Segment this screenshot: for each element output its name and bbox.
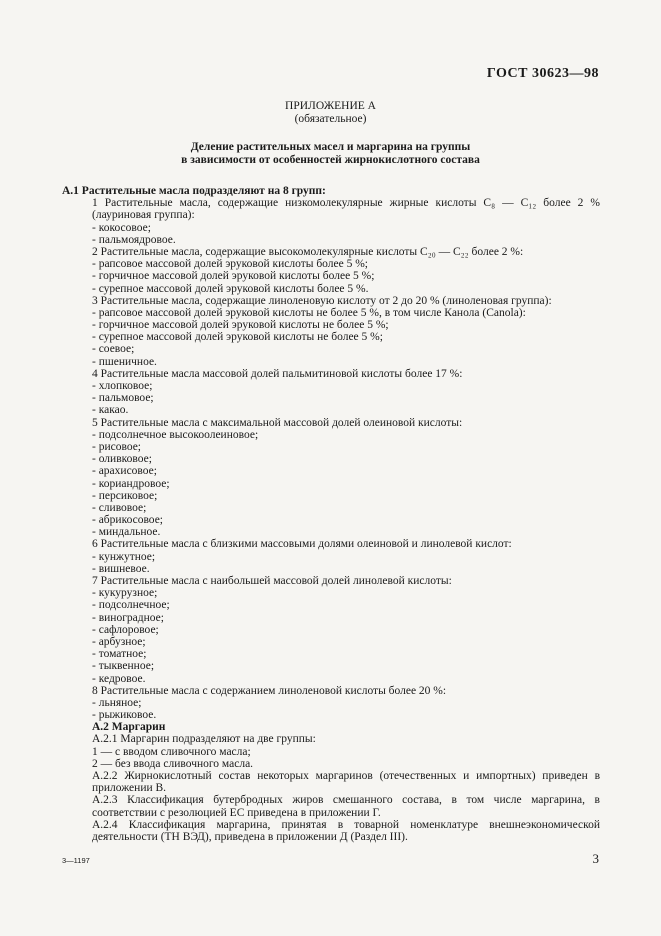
print-code: 3—1197 xyxy=(62,856,90,865)
list-item: - кунжутное; xyxy=(92,550,156,563)
standard-number: ГОСТ 30623—98 xyxy=(486,66,599,81)
paragraph-line: А.2.3 Классификация бутербродных жиров смешанного состава, в том числе маргарина, в соответствии с резолюцией ЕС приведена в приложении Г. xyxy=(92,794,600,819)
list-item: - тыквенное; xyxy=(92,660,155,673)
paragraph-line: А.2.2 Жирнокислотный состав некоторых маргаринов (отечественных и импортных) приведен в приложении В. xyxy=(92,770,600,795)
paragraph-line: А.2.4 Классификация маргарина, принятая в товарной номенклатуре внешнеэкономической деятельности (ТН ВЭД), приведена в приложении Д (Раздел III). xyxy=(92,818,600,843)
list-item: - хлопковое; xyxy=(92,380,153,393)
document-body xyxy=(62,185,600,843)
page-number: 3 xyxy=(592,851,599,866)
list-item: - кукурузное; xyxy=(92,587,158,600)
list-item: - миндальное. xyxy=(92,526,161,539)
paragraph-line: 8 Растительные масла с содержанием линоленовой кислоты более 20 %: xyxy=(92,684,447,697)
list-item: - сафлоровое; xyxy=(92,623,159,636)
paragraph-line: 2 — без ввода сливочного масла. xyxy=(92,757,254,770)
list-item: - персиковое; xyxy=(92,489,158,502)
heading-line-2: в зависимости от особенностей жирнокислотного состава xyxy=(181,154,480,166)
paragraph-line: 4 Растительные масла массовой долей пальмитиновой кислоты более 17 %: xyxy=(92,367,463,380)
list-item: - кедровое. xyxy=(92,672,146,685)
list-item: - рапсовое массовой долей эруковой кислоты более 5 %; xyxy=(92,258,368,271)
list-item: - сливовое; xyxy=(92,501,147,514)
list-item: - пальмовое; xyxy=(92,392,154,405)
paragraph-line: 1 Растительные масла, содержащие низкомолекулярные жирные кислоты C₈ — C₁₂ более 2 % (лауриновая группа): xyxy=(92,197,600,222)
paragraph-line: 3 Растительные масла, содержащие линоленовую кислоту от 2 до 20 % (линоленовая группа): xyxy=(92,294,552,307)
list-item: - абрикосовое; xyxy=(92,514,163,527)
list-item: - сурепное массовой долей эруковой кислоты не более 5 %; xyxy=(92,331,383,344)
list-item: - рапсовое массовой долей эруковой кислоты не более 5 %, в том числе Канола (Canola): xyxy=(92,306,526,319)
list-item: - какао. xyxy=(92,404,129,417)
list-item: - подсолнечное; xyxy=(92,599,170,612)
paragraph-line: 5 Растительные масла с максимальной массовой долей олеиновой кислоты: xyxy=(92,416,463,429)
paragraph-line: А.1 Растительные масла подразделяют на 8 групп: xyxy=(62,185,326,197)
paragraph-line: А.2 Маргарин xyxy=(92,721,166,734)
list-item: - сурепное массовой долей эруковой кислоты более 5 %. xyxy=(92,282,369,295)
list-item: - подсолнечное высокоолеиновое; xyxy=(92,428,259,441)
list-item: - пшеничное. xyxy=(92,355,157,368)
appendix-title: ПРИЛОЖЕНИЕ А xyxy=(285,100,376,112)
list-item: - рыжиковое. xyxy=(92,709,157,722)
paragraph-line: 1 — с вводом сливочного масла; xyxy=(92,745,251,758)
list-item: - рисовое; xyxy=(92,440,142,453)
list-item: - кокосовое; xyxy=(92,221,151,234)
list-item: - льняное; xyxy=(92,696,142,709)
list-item: - арахисовое; xyxy=(92,465,157,478)
appendix-header xyxy=(0,100,661,126)
appendix-status: (обязательное) xyxy=(294,113,367,125)
paragraph-line: 6 Растительные масла с близкими массовыми долями олеиновой и линолевой кислот: xyxy=(92,538,512,551)
paragraph-line: А.2.1 Маргарин подразделяют на две группы: xyxy=(92,733,316,746)
list-item: - томатное; xyxy=(92,648,147,661)
paragraph-line: 7 Растительные масла с наибольшей массовой долей линолевой кислоты: xyxy=(92,575,452,588)
list-item: - горчичное массовой долей эруковой кислоты не более 5 %; xyxy=(92,319,389,332)
section-heading xyxy=(0,141,661,167)
list-item: - оливковое; xyxy=(92,453,152,466)
list-item: - вишневое. xyxy=(92,562,150,575)
list-item: - кориандровое; xyxy=(92,477,170,490)
list-item: - виноградное; xyxy=(92,611,164,624)
heading-line-1: Деление растительных масел и маргарина на группы xyxy=(190,141,471,153)
list-item: - пальмоядровое. xyxy=(92,233,176,246)
list-item: - горчичное массовой долей эруковой кислоты более 5 %; xyxy=(92,270,375,283)
list-item: - соевое; xyxy=(92,343,135,356)
list-item: - арбузное; xyxy=(92,635,146,648)
paragraph-line: 2 Растительные масла, содержащие высокомолекулярные кислоты C₂₀ — C₂₂ более 2 %: xyxy=(92,245,524,258)
